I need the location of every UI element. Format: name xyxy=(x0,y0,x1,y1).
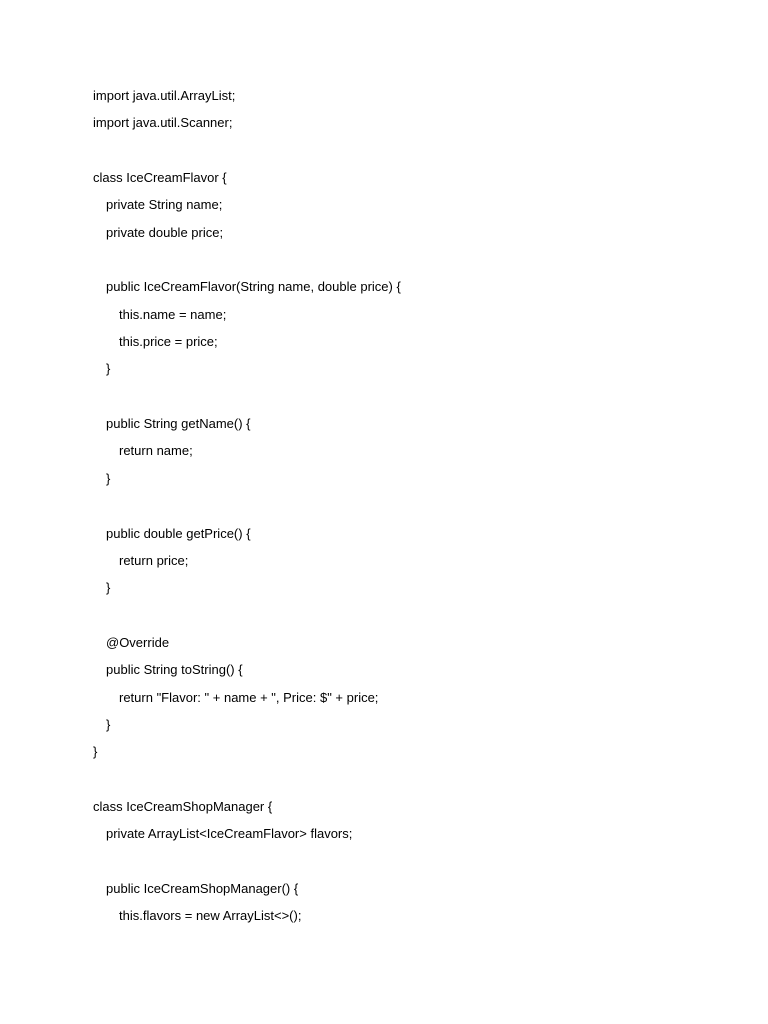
code-line: import java.util.Scanner; xyxy=(93,115,233,131)
code-line: public double getPrice() { xyxy=(106,525,251,541)
code-line: } xyxy=(93,744,98,760)
blank-line xyxy=(93,496,733,523)
code-line: private double price; xyxy=(106,224,224,240)
code-line: } xyxy=(106,580,111,596)
code-line: class IceCreamShopManager { xyxy=(93,798,273,814)
code-line: return "Flavor: " + name + ", Price: $" + price; xyxy=(119,689,379,705)
blank-line xyxy=(93,606,733,633)
code-line: public IceCreamShopManager() { xyxy=(106,880,299,896)
code-line: private String name; xyxy=(106,197,223,213)
blank-line xyxy=(93,387,733,414)
code-line: class IceCreamFlavor { xyxy=(93,170,227,186)
code-line: return price; xyxy=(119,552,189,568)
code-line: this.name = name; xyxy=(119,306,227,322)
code-line: @Override xyxy=(106,634,170,650)
code-line: import java.util.ArrayList; xyxy=(93,88,236,103)
code-line: private ArrayList<IceCreamFlavor> flavors; xyxy=(106,826,353,842)
code-block xyxy=(93,86,733,934)
code-line: } xyxy=(106,470,111,486)
blank-line xyxy=(93,852,733,879)
blank-line xyxy=(93,141,733,168)
code-line: this.price = price; xyxy=(119,334,218,350)
code-line: public IceCreamFlavor(String name, double price) { xyxy=(106,279,401,295)
code-line: public String toString() { xyxy=(106,662,243,678)
code-line: } xyxy=(106,716,111,732)
blank-line xyxy=(93,250,733,277)
code-line: public String getName() { xyxy=(106,416,251,432)
code-line: } xyxy=(106,361,111,377)
code-line: this.flavors = new ArrayList<>(); xyxy=(119,908,302,924)
blank-line xyxy=(93,770,733,797)
code-line: return name; xyxy=(119,443,193,459)
